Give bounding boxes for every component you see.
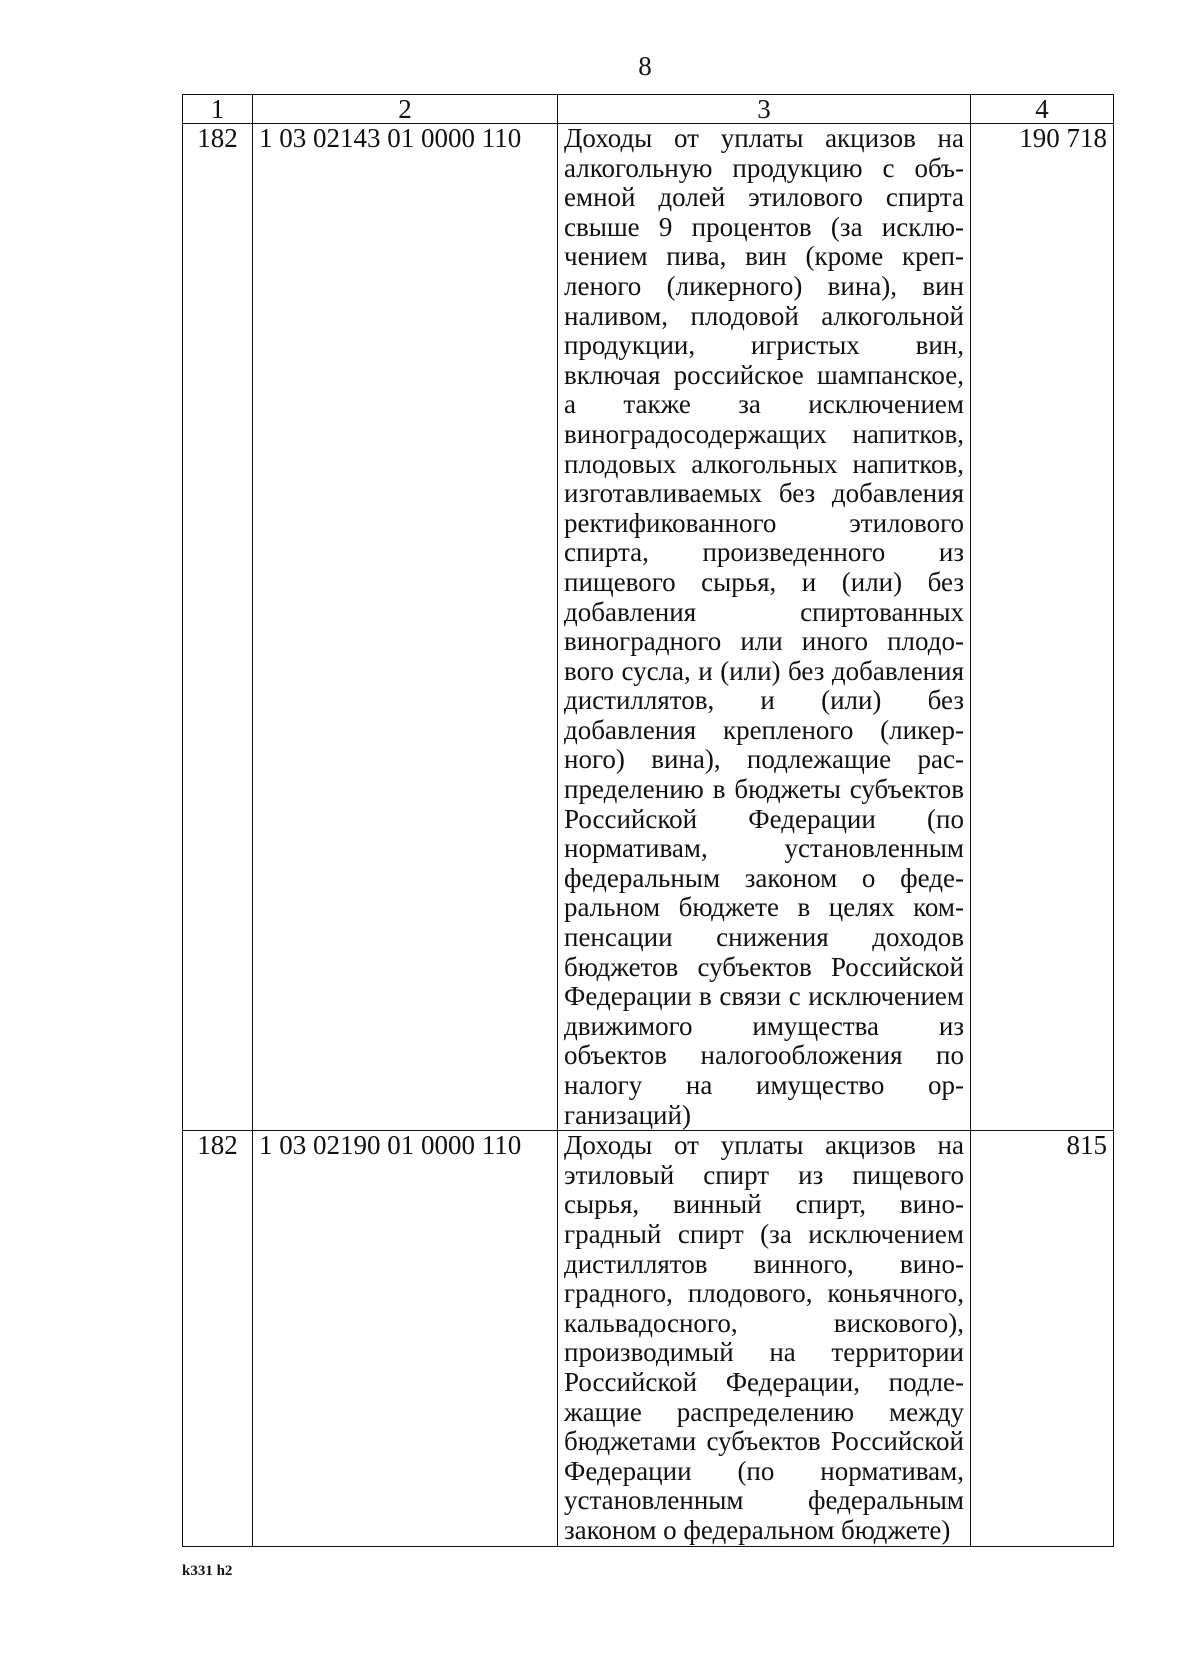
admin-code-cell: 182 bbox=[183, 124, 253, 1131]
table-row bbox=[183, 124, 1114, 1131]
footer-document-code: k331 h2 bbox=[182, 1563, 233, 1579]
revenue-table bbox=[182, 94, 1114, 1547]
kbk-code-cell: 1 03 02190 01 0000 110 bbox=[253, 1131, 558, 1546]
amount-cell: 190 718 bbox=[971, 124, 1114, 1131]
admin-code-cell: 182 bbox=[183, 1131, 253, 1546]
description-cell: Доходы от уплаты акцизов на алкогольную продукцию с объемной долей этилового спирта свыше 9 процентов (за исключением пива, вин (кроме крепленого (ликерного) вина), вин наливом, плодовой алкогольной продукции, игристых вин, включая российское шампанское, а также за исключением виноградосодержащих напитков, плодовых алкогольных напитков, изготавливаемых без добавления ректификованного этилового спирта, произведенного из пищевого сырья, и (или) без добавления спиртованных виноградного или иного плодового сусла, и (или) без добавления дистиллятов, и (или) без добавления крепленого (ликерного) вина), подлежащие распределению в бюджеты субъектов Российской Федерации (по нормативам, установленным федеральным законом о федеральном бюджете в целях компенсации снижения доходов бюджетов субъектов Российской Федерации в связи с исключением движимого имущества из объектов налогообложения по налогу на имущество организаций) bbox=[558, 124, 971, 1131]
column-header-2: 2 bbox=[253, 95, 558, 124]
kbk-code-cell: 1 03 02143 01 0000 110 bbox=[253, 124, 558, 1131]
page-number: 8 bbox=[638, 51, 652, 81]
table-header-row bbox=[183, 95, 1114, 124]
column-header-1: 1 bbox=[183, 95, 253, 124]
column-header-4: 4 bbox=[971, 95, 1114, 124]
table-row bbox=[183, 1131, 1114, 1546]
amount-cell: 815 bbox=[971, 1131, 1114, 1546]
column-header-3: 3 bbox=[558, 95, 971, 124]
description-cell: Доходы от уплаты акцизов на этиловый спирт из пищевого сырья, винный спирт, виноградный спирт (за исключением дистиллятов винного, виноградного, плодового, коньячного, кальвадосного, вискового), производимый на территории Российской Федерации, подлежащие распределению между бюджетами субъектов Российской Федерации (по нормативам, установленным федеральным законом о федеральном бюджете) bbox=[558, 1131, 971, 1546]
